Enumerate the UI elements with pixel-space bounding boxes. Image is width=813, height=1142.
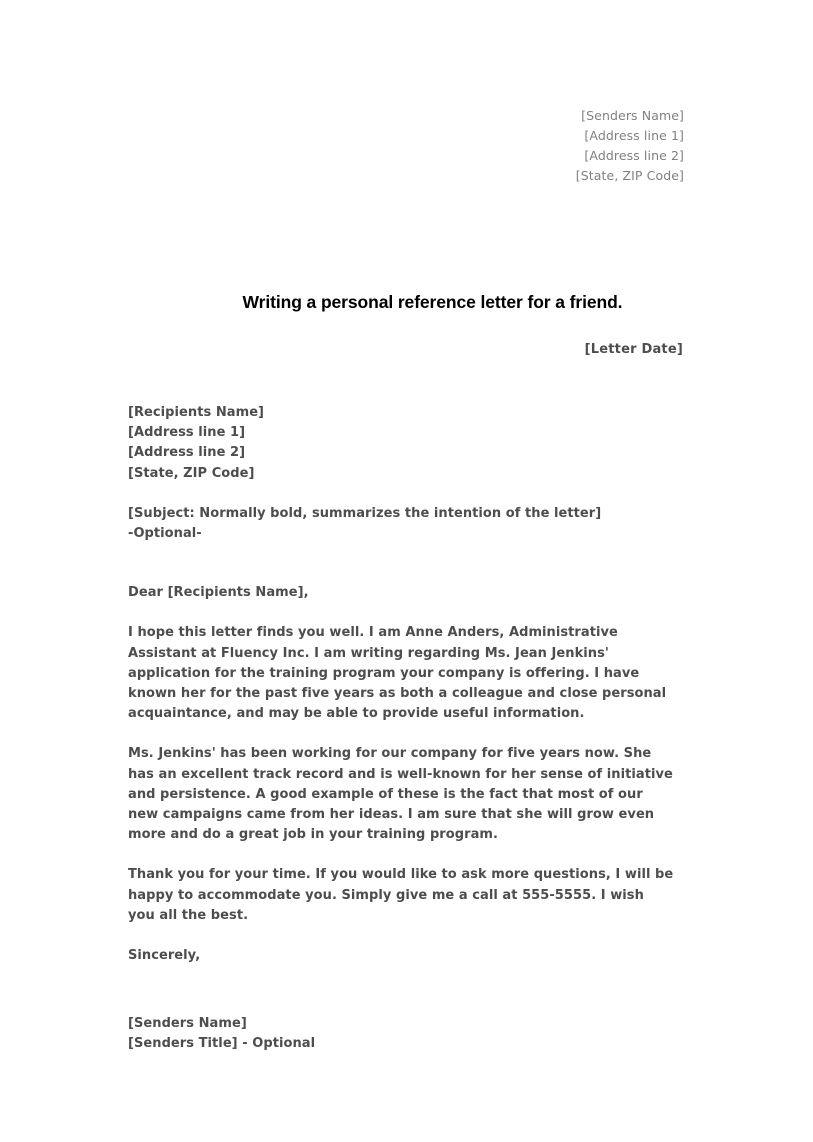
subject-block — [128, 504, 674, 544]
sender-name: [Senders Name] — [581, 108, 684, 123]
body-paragraph-2-text: Ms. Jenkins' has been working for our company for five years now. She has an excellent track record and is well-known for her sense of initiative and persistence. A good example of these is the fact that most of our new campaigns came from her ideas. I am sure that she will grow even more and do a great job in your training program. — [128, 746, 673, 843]
letter-body — [128, 403, 674, 1055]
recipient-name: [Recipients Name] — [128, 405, 265, 420]
body-paragraph-1 — [128, 623, 674, 724]
salutation — [128, 583, 674, 603]
recipient-address-line-1: [Address line 1] — [128, 425, 246, 441]
letter-date: [Letter Date] — [584, 342, 683, 357]
closing — [128, 946, 674, 966]
sender-address-block — [0, 106, 684, 186]
body-paragraph-2 — [128, 744, 674, 845]
signature-title: [Senders Title] - Optional — [128, 1036, 316, 1052]
body-paragraph-1-text: I hope this letter finds you well. I am Anne Anders, Administrative Assistant at Fluency Inc. I am writing regarding Ms. Jean Jenkins' application for the training program your company is offering. I have known her for the past five years as both a colleague and close personal acquaintance, and may be able to provide useful information. — [128, 625, 667, 722]
recipient-address-line-2: [Address line 2] — [128, 445, 246, 461]
signature-block — [128, 1014, 674, 1054]
page-title: Writing a personal reference letter for a friend. — [242, 292, 623, 312]
body-paragraph-3-text: Thank you for your time. If you would like to ask more questions, I will be happy to accommodate you. Simply give me a call at 555-5555. I wish you all the best. — [128, 867, 674, 923]
sender-address-line-1: [Address line 1] — [584, 128, 684, 143]
subject-line: [Subject: Normally bold, summarizes the intention of the letter] — [128, 505, 602, 521]
recipient-state-zip: [State, ZIP Code] — [128, 465, 255, 481]
recipient-address-block — [128, 403, 674, 484]
sender-address-line-2: [Address line 2] — [584, 148, 684, 163]
subject-optional-note: -Optional- — [128, 526, 202, 542]
body-paragraph-3 — [128, 865, 674, 926]
signature-name: [Senders Name] — [128, 1016, 247, 1032]
sender-state-zip: [State, ZIP Code] — [575, 168, 684, 183]
salutation-text: Dear [Recipients Name], — [128, 585, 309, 601]
closing-text: Sincerely, — [128, 948, 201, 964]
